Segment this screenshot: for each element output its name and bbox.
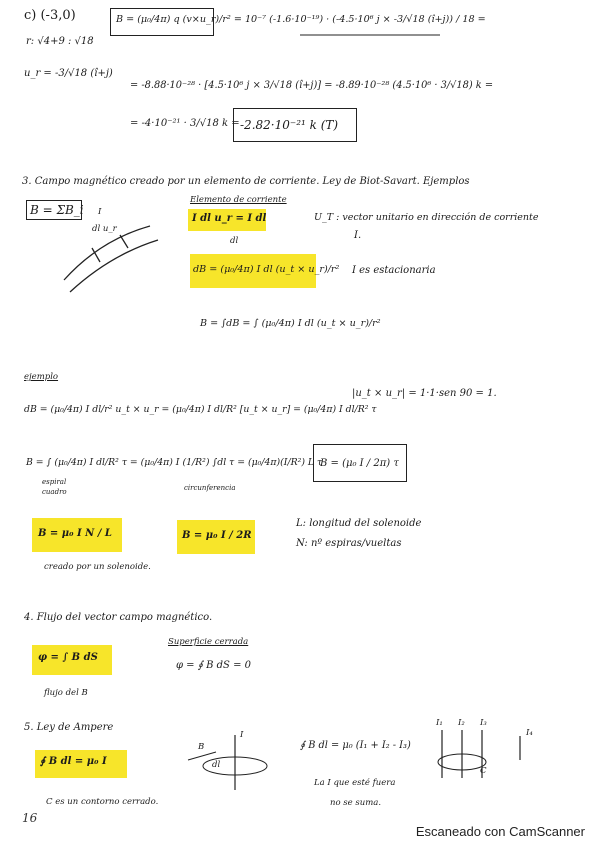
section3-title: 3. Campo magnético creado por un elemento de corriente. Ley de Biot-Savart. Ejemplos (22, 176, 470, 187)
phi-closed: φ = ∮ B dS = 0 (176, 660, 252, 671)
section4-title: 4. Flujo del vector campo magnético. (24, 612, 213, 623)
B-line: B = ∫ (μ₀/4π) I dl/R² τ = (μ₀/4π) I (1/R²) ∫dl τ = (μ₀/4π)(I/R²) L τ (26, 457, 323, 468)
elemento-eq: I dl u_r = I dl (192, 213, 267, 224)
outside-note-1: La I que esté fuera (314, 778, 396, 788)
circunferencia-label: circunferencia (184, 484, 236, 492)
result-value: -2.82·10⁻²¹ k (T) (240, 118, 339, 132)
solenoid-eq: B = μ₀ I N / L (38, 528, 112, 539)
I1-label: I₁ (436, 718, 443, 728)
solenoid-note: creado por un solenoide. (44, 562, 151, 572)
C-label: C (480, 766, 487, 776)
dB-equation: dB = (μ₀/4π) I dl (u_t × u_r)/r² (193, 264, 340, 275)
superficie-label: Superficie cerrada (168, 637, 249, 647)
page-number: 16 (22, 811, 38, 825)
I3-label: I₃ (480, 718, 487, 728)
I-note: I es estacionaria (352, 265, 436, 276)
dB-line: dB = (μ₀/4π) I dl/r² u_t × u_r = (μ₀/4π) I dl/R² [u_t × u_r] = (μ₀/4π) I dl/R² τ (24, 404, 377, 415)
N-definition: N: nº espiras/vueltas (296, 538, 402, 549)
phi-note: flujo del B (44, 688, 88, 698)
L-definition: L: longitud del solenoide (296, 518, 422, 529)
section5-title: 5. Ley de Ampere (24, 722, 114, 733)
ut-definition: U_T : vector unitario en dirección de corriente (314, 212, 539, 223)
ring-eq: B = μ₀ I / 2R (182, 530, 252, 541)
cross-note: |u_t × u_r| = 1·1·sen 90 = 1. (352, 388, 497, 399)
B-integral: B = ∫dB = ∫ (μ₀/4π) I dl (u_t × u_r)/r² (200, 318, 381, 329)
ejemplo-label: ejemplo (24, 372, 59, 382)
espiral-label: espiral (42, 478, 67, 486)
r-line: r: √4+9 : √18 (26, 36, 94, 47)
sketch-I: I (98, 207, 102, 217)
dl-sub: dl (230, 236, 239, 246)
ampere-sum: ∮ B dl = μ₀ (I₁ + I₂ - I₃) (300, 740, 411, 751)
outside-note-2: no se suma. (330, 798, 382, 808)
I4-label: I₄ (526, 728, 533, 738)
ampere-dl-label: dl (212, 760, 221, 770)
part-c-label: c) (-3,0) (24, 8, 76, 23)
contour-note: C es un contorno cerrado. (46, 797, 159, 807)
phi-equation: φ = ∫ B dS (38, 652, 98, 663)
elemento-label: Elemento de corriente (190, 195, 287, 205)
step3-line: = -4·10⁻²¹ · 3/√18 k = (130, 118, 240, 129)
B-equation: B = (μ₀/4π) q (v×u_r)/r² = 10⁻⁷ (-1.6·10⁻¹⁹) · (-4.5·10⁶ j × -3/√18 (î+j)) / 18 = (116, 14, 486, 25)
step2-line: = -8.88·10⁻²⁸ · [4.5·10⁶ j × 3/√18 (î+j)] = -8.89·10⁻²⁸ (4.5·10⁶ · 3/√18) k = (130, 80, 494, 91)
ur-line: u_r = -3/√18 (î+j) (24, 68, 113, 79)
ut-sub: I. (354, 230, 362, 241)
camscanner-footer: Escaneado con CamScanner (415, 824, 585, 839)
ampere-I-label: I (240, 730, 244, 740)
ampere-B-label: B (198, 742, 205, 752)
B-sum: B = ΣB_i (30, 203, 84, 217)
cuadro-label: cuadro (42, 488, 67, 496)
B-boxed: B = (μ₀ I / 2π) τ (320, 458, 399, 469)
sketch-dl: dl u_r (92, 224, 117, 234)
I2-label: I₂ (458, 718, 465, 728)
ampere-equation: ∮ B dl = μ₀ I (40, 756, 107, 767)
